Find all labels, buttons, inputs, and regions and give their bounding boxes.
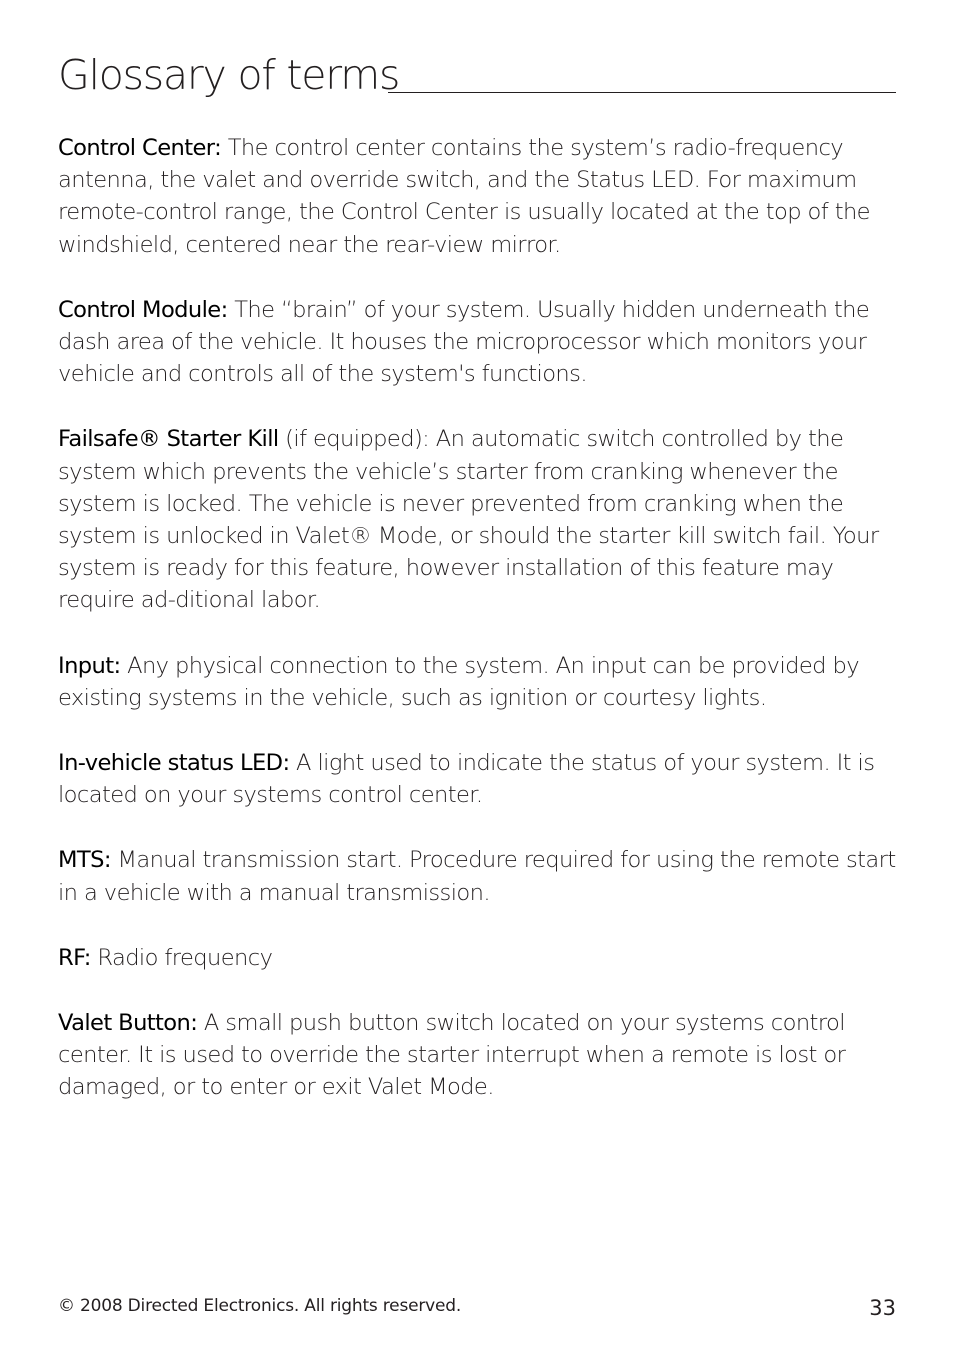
title-rule — [388, 92, 896, 93]
glossary-entry — [58, 650, 900, 714]
glossary-term: Valet Button: — [58, 1010, 198, 1037]
glossary-term: Control Center: — [58, 135, 222, 161]
glossary-entry — [58, 844, 900, 908]
glossary-definition: The “brain” of your system. Usually hidden underneath the dash area of the vehicle. It houses the microprocessor which monitors your vehicle and controls all of the system's functions. — [58, 296, 870, 388]
glossary-entry — [58, 1007, 900, 1104]
glossary-list — [58, 132, 900, 1137]
glossary-entry — [58, 747, 900, 811]
glossary-entry — [58, 942, 900, 974]
copyright-notice: © 2008 Directed Electronics. All rights reserved. — [58, 1296, 462, 1316]
glossary-term: In-vehicle status LED: — [58, 750, 290, 777]
glossary-definition: Radio frequency — [90, 944, 273, 971]
glossary-term: Control Module: — [58, 296, 228, 323]
glossary-definition: A small push button switch located on your systems control center. It is used to override the starter interrupt when a remote is lost or damaged, or to enter or exit Valet Mode. — [58, 1010, 846, 1101]
glossary-entry — [58, 132, 900, 261]
page-title: Glossary of terms — [58, 51, 400, 99]
page-header — [58, 52, 896, 98]
glossary-term: RF: — [58, 944, 91, 971]
glossary-definition: The control center contains the system’s radio-frequency antenna, the valet and override switch, and the Status LED. For maximum remote-control range, the Control Center is usually located at the top of the windshield, centered near the rear-view mirror. — [58, 135, 870, 258]
page-number: 33 — [869, 1296, 896, 1320]
glossary-term: MTS: — [58, 847, 111, 874]
glossary-entry — [58, 423, 900, 616]
glossary-entry — [58, 294, 900, 391]
glossary-definition: Any physical connection to the system. An input can be provided by existing systems in the vehicle, such as ignition or courtesy lights. — [58, 652, 860, 711]
glossary-definition: Manual transmission start. Procedure required for using the remote start in a vehicle with a manual transmission. — [58, 847, 896, 906]
glossary-definition: (if equipped): An automatic switch controlled by the system which prevents the vehicle’s starter from cranking whenever the system is locked. The vehicle is never prevented from cranking when the system is unlocked in Valet® Mode, or should the starter kill switch fail. Your system is ready for this feature, however installation of this feature may require ad-ditional labor. — [58, 426, 879, 614]
glossary-term: Input: — [58, 652, 121, 679]
glossary-term: Failsafe® Starter Kill — [58, 426, 279, 453]
glossary-definition: A light used to indicate the status of your system. It is located on your systems control center. — [58, 750, 875, 809]
